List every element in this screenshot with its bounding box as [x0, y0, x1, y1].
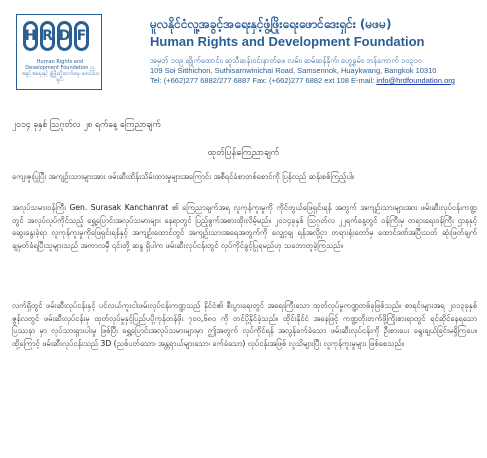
email-link[interactable]: info@hrdfoundation.org: [376, 76, 455, 85]
letterhead: [10, 10, 477, 102]
address-english: 109 Soi Sitthichon, Suthisarnwinichai Road, Samsennok, Huaykwang, Bangkok 10310: [150, 66, 437, 75]
logo-letter-d: D: [57, 21, 72, 51]
contact-line: [150, 76, 487, 86]
address-myanmar: အမှတ် ၁၀၉ ဆွိုက်ထောင်း၊ ဆူသီဆန်းဝင်းနာတ်ဖေ လမ်း၊ ဆမ်ဆန်နိုက်၊ ဟွေ့ခွမ်း၊ ဘန်ကောက် ၁၀၃၁၀: [150, 56, 423, 65]
hrdf-logo: [16, 14, 102, 90]
logo-letters: [23, 21, 89, 51]
org-name-myanmar: မူလနိုင်ငံလူ့အခွင့်အရေးနှင့်ဖွံ့ဖြိုးရေးဖောင်ဒေးရှင်း (မဖမ): [150, 17, 392, 31]
logo-caption: Human Rights and Development Foundation လူ့အခွင့်အရေးနှင့် ဖွံ့ဖြိုးတိုးတက်ရေး ဖောင်ဒေးရှင်း: [21, 59, 99, 83]
paragraph-3: လက်ရှိတွင် ဖမ်းဆီးလုပ်ငန်းနှင့် ပင်လယ်ကူးငါးဖမ်းလုပ်ငန်းကဏ္ဍသည် နိုင်ငံ၏ စီးပွားရေးတွင် အရေးကြီးသော ထုတ်လုပ်မှုကဏ္ဍတစ်ခုဖြစ်သည်။ စာရင်းများအရ ၂၀၁၃ခုနှစ် ဇွန်လတွင် ဖမ်းဆီးလုပ်ငန်းမှ ထုတ်လုပ်မှုနှင့်ပြည်ပပို့ကုန်တန်ဖိုး ၇၀၀,၆၈၀ ကို တင်ပို့နိုင်ခဲ့သည်။ ထိုင်းနိုင်ငံ အနေဖြင့် ကဏ္ဍတိုးတက်ဖို့ကြိုးစားရာတွင် ရင်ဆိုင်နေရသော ပြဿနာ မှာ လုပ်သားရှားပါးမှု ဖြစ်ပြီး ရွှေ့ပြောင်းအလုပ်သမားများမှာ ဤအတွက် လုပ်ကိုင်ရန် အလွန်ခက်ခဲသော ဖမ်းဆီးလုပ်ငန်းကို ဦးစားပေး ရွေးချယ်ခြင်းမရှိကြပေ။ ထို့ကြောင့် ဖမ်းဆီးလုပ်ငန်းသည် 3D (ညစ်ပတ်သော၊ အန္တရာယ်များသော၊ ခက်ခဲသော) လုပ်ငန်းအဖြစ် လူသိများပြီး လူကုန်ကူးမှုများ ဖြစ်စေသည်။: [12, 301, 477, 348]
paragraph-1: ကျေးဇူးပြုပြီး အကျဉ်းသားများအား ဖမ်းဆီးထိန်းသိမ်းထားမှုများအကြောင်း အစီရင်ခံစာတစ်စောင်ကို ပြန်လည် ဆန်းစစ်ကြည့်ပါ။: [12, 172, 355, 181]
logo-letter-f: F: [74, 21, 89, 51]
paragraph-2: အလုပ်သမားဝန်ကြီး Gen. Surasak Kanchanrat ၏ ကြေညာချက်အရ လူကုန်ကူးမှုကို ကိုင်တွယ်ဖြေရှင်းရန် အတွက် အကျဉ်းသားများအား ဖမ်းဆီးလုပ်ငန်းကဏ္ဍတွင် အလုပ်လုပ်ကိုင်သည့် ရွှေ့ပြောင်းအလုပ်သမားများ နေရာတွင် ပြည့်စွက်အစားထိုးလိမ့်မည်။ ၂၀၁၄ခုနှစ် ဩဂုတ်လ ၂၂ရက်နေ့တွင် ဝန်ကြီးမှ တရားရေးဝန်ကြီး ဌာနနှင့်ဆွေးနွေးခဲ့ရာ လူကုန်ကူးမှုကိုဖြေရှင်းရန်နှင့် အကျဉ်းထောင်တွင် အကျဉ်းသားအရေအတွက်ကို လျှော့ချ ရန်အလို့ငှာ တရားရုံးတော်မှ ထောင်ဒဏ်အပြီးသတ် ဆုံးဖြတ်ချက်ချမှတ်ခံရပြီးသူများသည် အကာလမှီ ၎င်းတို့ ဆန္ဒ ရှိပါက ဖမ်းဆီးလုပ်ငန်းတွင် လုပ်ကိုင်ခွင့်ပြုရမည်ဟု သဘောတူခဲ့ကြသည်။: [12, 203, 477, 250]
address-block: [150, 56, 487, 86]
contact-details: Tel: (+662)277 6882/277 6887 Fax: (+662)277 6882 ext 108 E-mail:: [150, 76, 377, 85]
logo-letter-r: R: [40, 21, 55, 51]
org-name-english: Human Rights and Development Foundation: [150, 34, 425, 49]
letter-date: ၂၀၁၄ ခုနှစ် ဩဂုတ်လ ၂၈ ရက်နေ့ ကြေညာချက်: [12, 120, 161, 130]
letter-title: ထုတ်ပြန်ကြေညာချက်: [207, 148, 280, 158]
logo-letter-h: H: [23, 21, 38, 51]
